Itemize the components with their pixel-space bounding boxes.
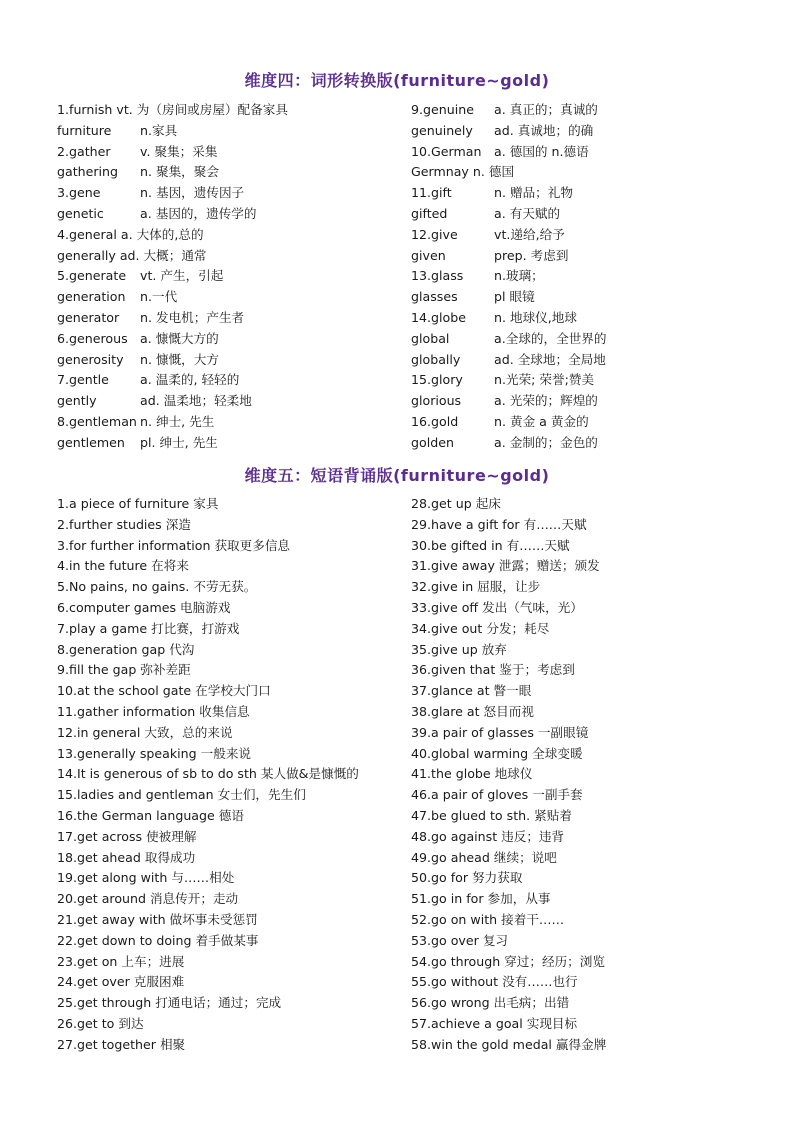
vocab-word: 9.genuine (411, 102, 474, 117)
vocab-row (411, 391, 606, 412)
vocab-definition: a. 金制的；金色的 (494, 434, 598, 450)
vocab-row (57, 350, 288, 371)
vocab-word: gifted (411, 205, 448, 221)
phrase-item: 15.ladies and gentleman 女士们，先生们 (57, 787, 306, 803)
phrase-item: 22.get down to doing 着手做某事 (57, 932, 259, 948)
phrase-item: 53.go over 复习 (411, 932, 509, 948)
vocab-row (411, 183, 606, 204)
vocab-row (57, 433, 288, 454)
phrase-item: 33.give off 发出（气味，光） (411, 599, 583, 615)
phrase-item: 6.computer games 电脑游戏 (57, 599, 231, 615)
vocab-row (57, 308, 288, 329)
phrase-item: 28.get up 起床 (411, 496, 501, 511)
vocab-row (411, 121, 606, 142)
phrase-item: 48.go against 违反；违背 (411, 828, 565, 844)
phrase-item: 4.in the future 在将来 (57, 558, 189, 574)
phrase-item: 36.given that 鉴于；考虑到 (411, 662, 575, 678)
vocab-definition: vt. 产生，引起 (140, 268, 224, 284)
vocab-word: generation (57, 289, 126, 305)
section5-left-column (57, 494, 359, 1056)
phrase-item: 21.get away with 做坏事未受惩罚 (57, 911, 258, 927)
vocab-row (57, 100, 288, 121)
vocab-definition: n.光荣; 荣誉;赞美 (494, 372, 595, 388)
phrase-item: 47.be glued to sth. 紧贴着 (411, 807, 572, 823)
vocab-row (411, 433, 606, 454)
phrase-item: 26.get to 到达 (57, 1015, 144, 1031)
vocab-row (57, 412, 288, 433)
vocab-row (411, 225, 606, 246)
vocab-definition: ad. 温柔地；轻柔地 (140, 393, 252, 409)
phrase-item: 25.get through 打通电话；通过；完成 (57, 995, 282, 1011)
section4-title: 维度四：词形转换版(furniture~gold) (244, 71, 550, 90)
vocab-definition: a. 德国的 n.德语 (494, 143, 589, 159)
vocab-word: 6.generous (57, 330, 128, 346)
phrase-item: 2.further studies 深造 (57, 516, 191, 532)
vocab-definition: n. 地球仪,地球 (494, 309, 577, 325)
phrase-item: 8.generation gap 代沟 (57, 641, 195, 657)
vocab-definition: a. 真正的；真诚的 (494, 102, 598, 117)
vocab-word: generator (57, 309, 120, 325)
vocab-definition: n.一代 (140, 289, 178, 305)
phrase-item: 51.go in for 参加，从事 (411, 891, 551, 907)
vocab-definition: n. 慷慨，大方 (140, 351, 219, 367)
phrase-item: 29.have a gift for 有……天赋 (411, 516, 587, 532)
vocab-row (411, 142, 606, 163)
vocab-row (57, 121, 288, 142)
vocab-word: 10.German (411, 143, 482, 159)
vocab-definition: n. 黄金 a 黄金的 (494, 413, 589, 429)
vocab-word: given (411, 247, 446, 263)
phrase-item: 7.play a game 打比赛，打游戏 (57, 620, 240, 636)
vocab-word: 4.general a. 大体的,总的 (57, 226, 204, 242)
section5-right-column (411, 494, 606, 1056)
section4-left-column (57, 100, 288, 454)
vocab-word: 1.furnish vt. 为（房间或房屋）配备家具 (57, 102, 288, 117)
phrase-item: 13.generally speaking 一般来说 (57, 745, 252, 761)
vocab-row (57, 204, 288, 225)
phrase-item: 23.get on 上车；进展 (57, 953, 185, 969)
vocab-row (411, 370, 606, 391)
vocab-definition: n. 基因，遗传因子 (140, 185, 245, 201)
vocab-definition: a. 光荣的；辉煌的 (494, 393, 598, 409)
vocab-definition: n.家具 (140, 122, 178, 138)
vocab-row (57, 287, 288, 308)
vocab-word: gentlemen (57, 434, 125, 450)
vocab-row (411, 287, 606, 308)
vocab-word: generally ad. 大概；通常 (57, 247, 207, 263)
vocab-word: 16.gold (411, 413, 459, 429)
phrase-item: 37.glance at 瞥一眼 (411, 683, 532, 699)
phrase-item: 18.get ahead 取得成功 (57, 849, 196, 865)
vocab-word: 3.gene (57, 185, 101, 201)
vocab-word: golden (411, 434, 454, 450)
vocab-definition: a. 基因的，遗传学的 (140, 205, 257, 221)
phrase-item: 14.It is generous of sb to do sth 某人做&是慷慨的 (57, 766, 359, 782)
phrase-item: 3.for further information 获取更多信息 (57, 537, 291, 553)
vocab-word: gathering (57, 164, 119, 180)
vocab-row (411, 266, 606, 287)
vocab-word: furniture (57, 122, 112, 138)
phrase-item: 11.gather information 收集信息 (57, 703, 250, 719)
vocab-definition: pl 眼镜 (494, 289, 535, 305)
vocab-word: globally (411, 351, 461, 367)
phrase-item: 38.glare at 怒目而视 (411, 703, 534, 719)
vocab-word: 5.generate (57, 268, 127, 284)
vocab-word: 13.glass (411, 268, 464, 284)
section5-title: 维度五：短语背诵版(furniture~gold) (244, 466, 550, 485)
vocab-row (57, 370, 288, 391)
vocab-word: global (411, 330, 450, 346)
vocab-word: gently (57, 393, 97, 409)
vocab-word: 7.gentle (57, 372, 109, 388)
vocab-word: generosity (57, 351, 124, 367)
phrase-item: 16.the German language 德语 (57, 807, 244, 823)
vocab-row (57, 266, 288, 287)
vocab-word: Germnay n. 德国 (411, 164, 515, 180)
vocab-row (57, 391, 288, 412)
vocab-row (411, 246, 606, 267)
vocab-word: glasses (411, 289, 458, 305)
vocab-word: 11.gift (411, 185, 452, 201)
vocab-definition: n. 绅士, 先生 (140, 413, 215, 429)
section4-right-column (411, 100, 606, 454)
vocab-row (411, 329, 606, 350)
vocab-definition: a. 温柔的, 轻轻的 (140, 372, 240, 388)
vocab-row (411, 308, 606, 329)
phrase-item: 27.get together 相聚 (57, 1036, 186, 1052)
vocab-definition: pl. 绅士, 先生 (140, 434, 218, 450)
phrase-item: 55.go without 没有……也行 (411, 974, 578, 990)
vocab-definition: n. 聚集，聚会 (140, 164, 219, 180)
vocab-word: 2.gather (57, 143, 111, 159)
phrase-item: 9.fill the gap 弥补差距 (57, 662, 191, 678)
phrase-item: 10.at the school gate 在学校大门口 (57, 683, 271, 699)
vocab-definition: prep. 考虑到 (494, 247, 569, 263)
vocab-definition: n.玻璃； (494, 268, 544, 284)
vocab-row (57, 329, 288, 350)
vocab-word: genuinely (411, 122, 473, 138)
vocab-row (411, 100, 606, 121)
vocab-definition: a.全球的，全世界的 (494, 330, 607, 346)
phrase-item: 40.global warming 全球变暖 (411, 745, 583, 761)
vocab-word: 14.globe (411, 309, 466, 325)
vocab-word: glorious (411, 393, 462, 409)
vocab-row (411, 204, 606, 225)
phrase-item: 46.a pair of gloves 一副手套 (411, 787, 583, 803)
phrase-item: 35.give up 放弃 (411, 641, 507, 657)
vocab-definition: n. 发电机；产生者 (140, 309, 245, 325)
vocab-word: 8.gentleman (57, 413, 137, 429)
phrase-item: 5.No pains, no gains. 不劳无获。 (57, 579, 257, 595)
vocab-row (57, 246, 288, 267)
phrase-item: 54.go through 穿过；经历；浏览 (411, 953, 605, 969)
vocab-definition: ad. 全球地；全局地 (494, 351, 606, 367)
phrase-item: 41.the globe 地球仪 (411, 766, 533, 782)
phrase-item: 58.win the gold medal 赢得金牌 (411, 1036, 607, 1052)
vocab-row (411, 412, 606, 433)
phrase-item: 17.get across 使被理解 (57, 828, 197, 844)
phrase-item: 34.give out 分发；耗尽 (411, 620, 550, 636)
vocab-definition: ad. 真诚地；的确 (494, 122, 594, 138)
phrase-item: 32.give in 屈服，让步 (411, 579, 541, 595)
phrase-item: 49.go ahead 继续；说吧 (411, 849, 557, 865)
phrase-item: 12.in general 大致，总的来说 (57, 724, 233, 740)
phrase-item: 31.give away 泄露；赠送；颁发 (411, 558, 600, 574)
vocab-word: 12.give (411, 226, 458, 242)
phrase-item: 56.go wrong 出毛病；出错 (411, 995, 570, 1011)
vocab-row (411, 162, 606, 183)
vocab-definition: a. 慷慨大方的 (140, 330, 219, 346)
vocab-row (57, 142, 288, 163)
vocab-definition: a. 有天赋的 (494, 205, 561, 221)
vocab-word: genetic (57, 205, 104, 221)
vocab-definition: v. 聚集；采集 (140, 143, 218, 159)
phrase-item: 1.a piece of furniture 家具 (57, 496, 219, 511)
phrase-item: 24.get over 克服困难 (57, 974, 185, 990)
vocab-row (57, 162, 288, 183)
vocab-row (57, 225, 288, 246)
vocab-row (57, 183, 288, 204)
vocab-definition: vt.递给,给予 (494, 226, 565, 242)
phrase-item: 57.achieve a goal 实现目标 (411, 1015, 578, 1031)
phrase-item: 30.be gifted in 有……天赋 (411, 537, 570, 553)
phrase-item: 52.go on with 接着干…… (411, 911, 565, 927)
phrase-item: 39.a pair of glasses 一副眼镜 (411, 724, 589, 740)
phrase-item: 20.get around 消息传开；走动 (57, 891, 239, 907)
vocab-definition: n. 赠品；礼物 (494, 185, 573, 201)
vocab-word: 15.glory (411, 372, 463, 388)
phrase-item: 19.get along with 与……相处 (57, 870, 235, 886)
phrase-item: 50.go for 努力获取 (411, 870, 523, 886)
vocab-row (411, 350, 606, 371)
